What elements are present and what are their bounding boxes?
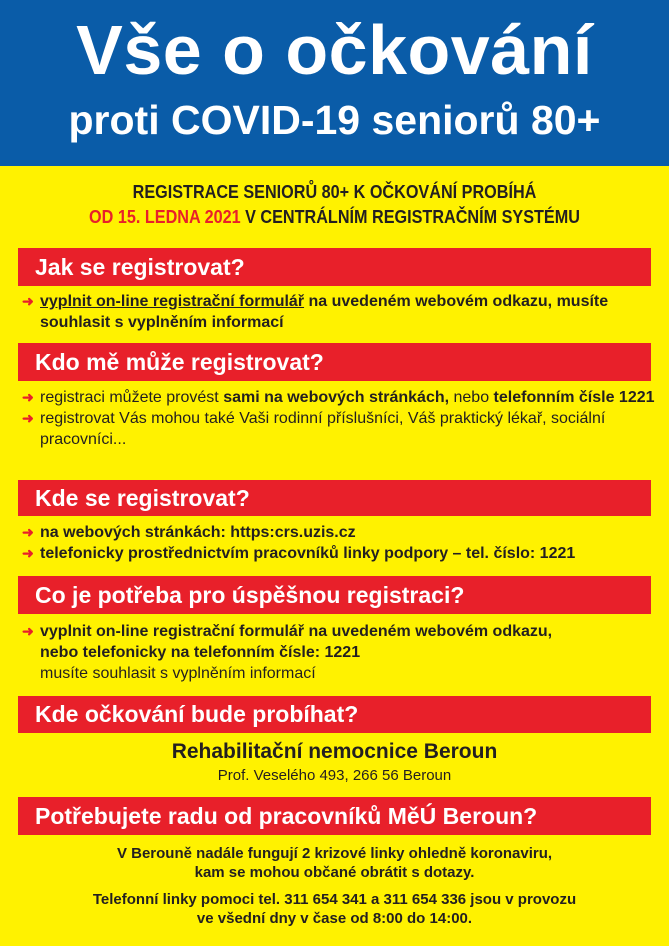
intro-date: OD 15. LEDNA 2021	[89, 207, 241, 227]
help-info	[0, 844, 669, 928]
section-heading: Potřebujete radu od pracovníků MěÚ Beroun?	[18, 797, 651, 835]
text: nebo telefonicky na telefonním čísle: 1221	[40, 644, 361, 661]
section-heading: Kdo mě může registrovat?	[18, 343, 651, 381]
text: musíte souhlasit s vyplněním informací	[40, 665, 316, 682]
intro-line1: REGISTRACE SENIORŮ 80+ K OČKOVÁNÍ PROBÍHÁ	[132, 182, 537, 202]
list-item: ➜ na webových stránkách: https:crs.uzis.cz	[22, 522, 662, 543]
section-body-who	[22, 387, 662, 450]
intro-line2-text: V CENTRÁLNÍM REGISTRAČNÍM SYSTÉMU	[240, 207, 580, 227]
text: V Berouně nadále fungují 2 krizové linky ohledně koronaviru,	[116, 845, 553, 862]
section-body-how	[22, 291, 662, 333]
list-item-text: na uvedeném webovém odkazu, musíte souhlasit s vyplněním informací	[40, 293, 609, 331]
intro	[33, 180, 635, 230]
list-item	[22, 621, 662, 684]
section-body-where	[22, 522, 662, 564]
text: Telefonní linky pomoci tel. 311 654 341 a 311 654 336 jsou v provozu	[92, 891, 577, 908]
text: sami na webových stránkách,	[223, 389, 450, 406]
page-subtitle: proti COVID-19 seniorů 80+	[68, 97, 601, 143]
text: registraci můžete provést	[40, 389, 224, 406]
list-item: ➜ telefonicky prostřednictvím pracovníků linky podpory – tel. číslo: 1221	[22, 543, 662, 564]
form-link[interactable]: vyplnit on-line registrační formulář	[40, 293, 305, 310]
section-heading: Kde se registrovat?	[18, 480, 651, 516]
page-title: Vše o očkování	[76, 11, 593, 89]
section-body-needs	[22, 621, 662, 684]
intro-line2	[33, 205, 635, 230]
section-heading: Kde očkování bude probíhat?	[18, 696, 651, 733]
list-item: ➜ registrovat Vás mohou také Vaši rodinní příslušníci, Váš praktický lékař, sociální pracovníci...	[22, 408, 662, 450]
text: nebo	[449, 389, 494, 406]
list-item	[22, 387, 662, 408]
section-heading: Jak se registrovat?	[18, 248, 651, 286]
text: ve všední dny v čase od 8:00 do 14:00.	[196, 910, 473, 927]
text: ➜ vyplnit on-line registrační formulář na uvedeném webovém odkazu,	[40, 623, 553, 640]
vaccination-place: Rehabilitační nemocnice Beroun	[171, 740, 498, 763]
text: telefonním čísle 1221	[493, 389, 655, 406]
vaccination-address: Prof. Veselého 493, 266 56 Beroun	[217, 767, 452, 784]
list-item	[22, 291, 662, 333]
text: kam se mohou občané obrátit s dotazy.	[194, 864, 475, 881]
section-heading: Co je potřeba pro úspěšnou registraci?	[18, 576, 651, 614]
header-banner	[0, 0, 669, 166]
